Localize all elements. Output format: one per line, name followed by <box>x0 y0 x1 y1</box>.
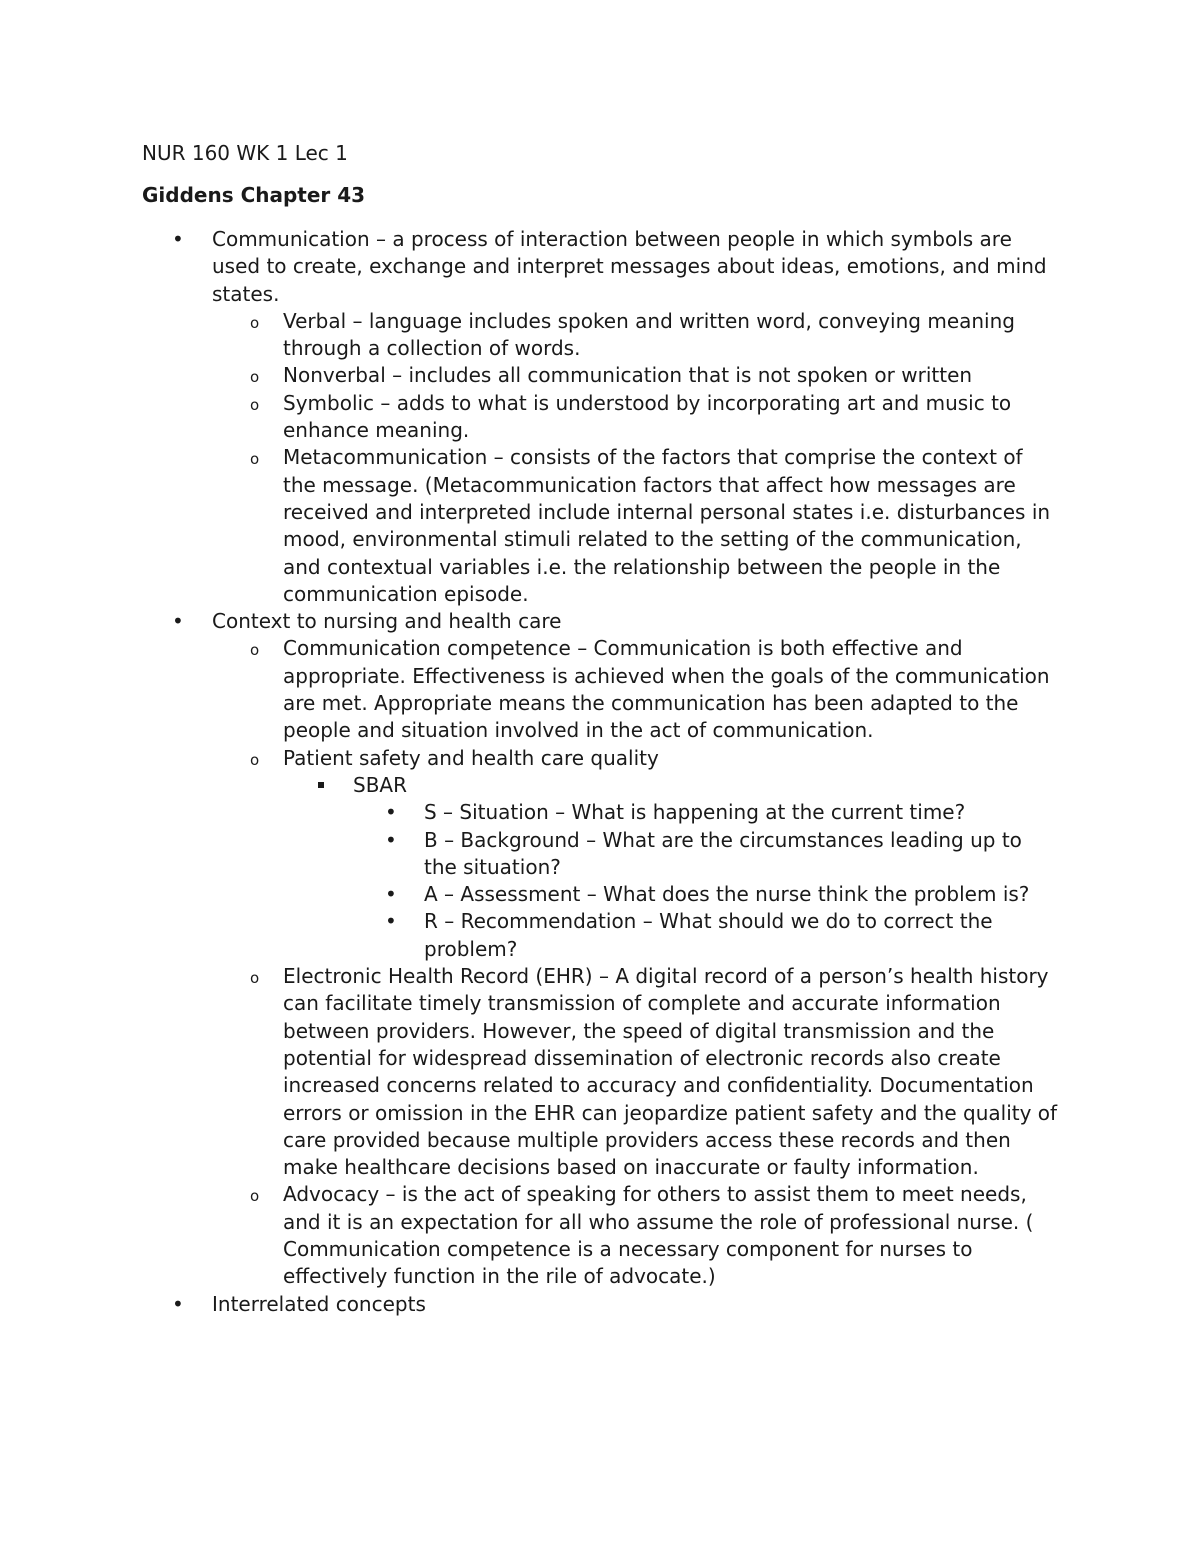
list-item-text: Symbolic – adds to what is understood by incorporating art and music to enhance meaning. <box>283 390 1012 443</box>
list-item-text: R – Recommendation – What should we do to correct the problem? <box>424 909 993 961</box>
list-item <box>0 308 1060 363</box>
square-marker-icon <box>318 782 324 788</box>
list-item <box>0 881 1060 908</box>
list-item-text: Communication – a process of interaction between people in which symbols are used to create, exchange and interpret messages about ideas, emotions, and mind states. <box>212 227 1047 306</box>
list-item-text: Interrelated concepts <box>212 1291 426 1316</box>
bullet-marker: • <box>385 827 397 852</box>
list-item-text: Advocacy – is the act of speaking for others to assist them to meet needs, and it is an expectation for all who assume the role of professional nurse. ( Communication competence is a necessary component for nurses to effectively function in the rile of advocate.) <box>283 1182 1034 1289</box>
list-item <box>0 1181 1060 1290</box>
list-item <box>0 635 1060 744</box>
list-item-text: S – Situation – What is happening at the current time? <box>424 800 966 825</box>
list-item-text: Communication competence – Communication is both effective and appropriate. Effectiveness is achieved when the goals of the communication are met. Appropriate means the communication has been adapted to the people and situation involved in the act of communication. <box>283 636 1050 743</box>
bullet-marker: • <box>385 909 397 934</box>
bullet-marker: • <box>172 1291 184 1316</box>
list-item <box>0 390 1060 445</box>
list-item <box>0 772 1060 799</box>
list-item <box>0 362 1060 389</box>
list-item <box>0 745 1060 772</box>
circle-marker: o <box>250 641 260 660</box>
list-item <box>0 608 1060 635</box>
circle-marker: o <box>250 1187 260 1206</box>
list-item-text: Context to nursing and health care <box>212 609 562 634</box>
list-item-text: Metacommunication – consists of the factors that comprise the context of the message. (Metacommunication factors that affect how messages are received and interpreted include internal personal states i.e. disturbances in mood, environmental stimuli related to the setting of the communication, and contextual variables i.e. the relationship between the people in the communication episode. <box>283 445 1051 606</box>
bullet-marker: • <box>172 227 184 251</box>
list-item-text: A – Assessment – What does the nurse think the problem is? <box>424 882 1030 907</box>
circle-marker: o <box>250 750 260 769</box>
circle-marker: o <box>250 395 260 414</box>
list-item-text: SBAR <box>353 772 407 797</box>
list-item <box>0 444 1060 608</box>
list-item-text: Patient safety and health care quality <box>283 745 659 770</box>
circle-marker: o <box>250 313 260 332</box>
list-item <box>0 799 1060 826</box>
list-item-text: Nonverbal – includes all communication that is not spoken or written <box>283 363 973 388</box>
chapter-heading: Giddens Chapter 43 <box>142 183 366 207</box>
list-item <box>0 908 1060 963</box>
circle-marker: o <box>250 368 260 387</box>
list-item-text: B – Background – What are the circumstances leading up to the situation? <box>424 827 1022 879</box>
list-item <box>0 963 1060 1181</box>
bullet-marker: • <box>172 609 184 634</box>
circle-marker: o <box>250 450 260 469</box>
list-item-text: Verbal – language includes spoken and written word, conveying meaning through a collection of words. <box>283 308 1015 361</box>
list-item <box>0 827 1060 882</box>
circle-marker: o <box>250 969 260 988</box>
list-item-text: Electronic Health Record (EHR) – A digital record of a person’s health history can facilitate timely transmission of complete and accurate information between providers. However, the speed of digital transmission and the potential for widespread dissemination of electronic records also create increased concerns related to accuracy and confidentiality. Documentation errors or omission in the EHR can jeopardize patient safety and the quality of care provided because multiple providers access these records and then make healthcare decisions based on inaccurate or faulty information. <box>283 964 1058 1180</box>
outline-list <box>0 226 1200 1318</box>
bullet-marker: • <box>385 882 397 907</box>
list-item <box>0 226 1060 308</box>
bullet-marker: • <box>385 800 397 825</box>
document-heading: NUR 160 WK 1 Lec 1 <box>142 141 348 165</box>
list-item <box>0 1291 1060 1318</box>
